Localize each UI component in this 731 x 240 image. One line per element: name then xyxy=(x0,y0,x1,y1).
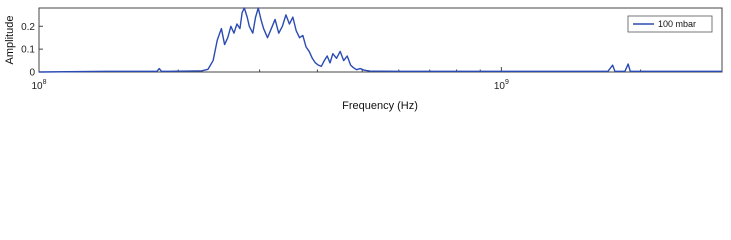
y-axis-title: Amplitude xyxy=(4,15,16,65)
plot-area xyxy=(21,8,722,92)
legend-label: 100 mbar xyxy=(658,19,697,29)
y-tick-label: 0 xyxy=(29,67,35,79)
x-axis-title: Frequency (Hz) xyxy=(342,100,418,112)
y-tick-label: 0.1 xyxy=(21,44,35,56)
x-tick-label: $10^8$ xyxy=(31,79,47,92)
plot-frame xyxy=(39,8,722,72)
legend xyxy=(628,16,712,32)
x-tick-label: $10^9$ xyxy=(493,79,509,92)
amplitude-frequency-chart xyxy=(0,0,731,117)
y-tick-label: 0.2 xyxy=(21,21,35,33)
